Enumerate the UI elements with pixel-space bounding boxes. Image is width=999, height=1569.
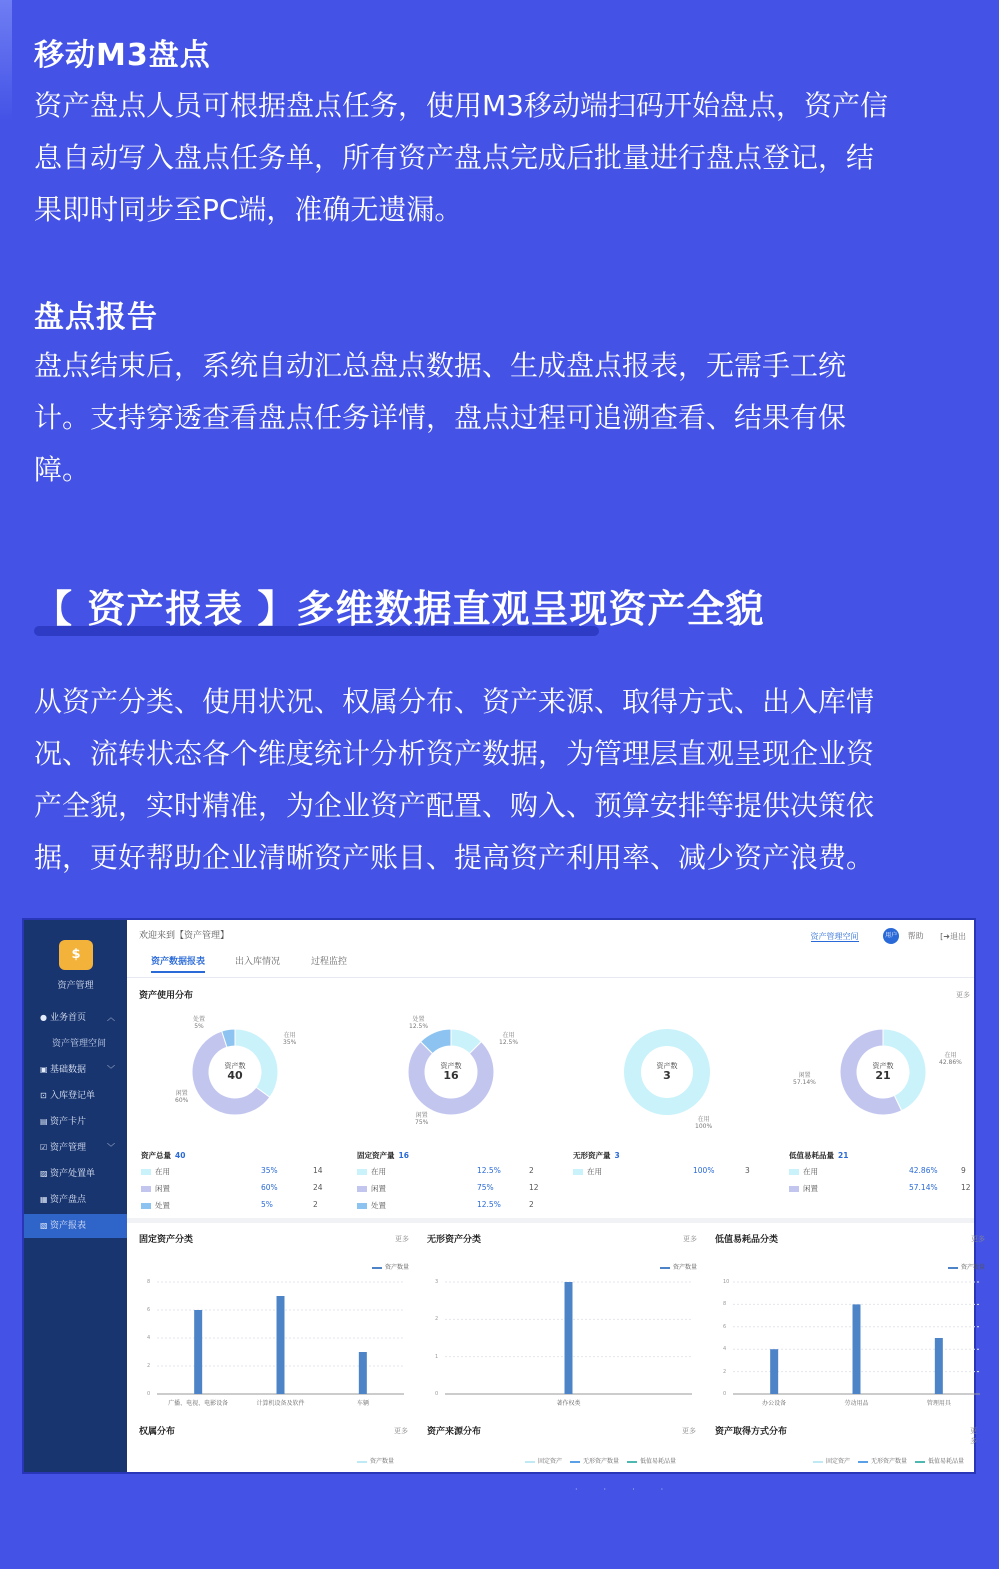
stat-row — [357, 1200, 567, 1217]
donut-slice-label: 在用 35% — [283, 1032, 297, 1046]
inventory-icon: ▦ — [40, 1195, 48, 1204]
bar — [935, 1338, 943, 1394]
donut-center-label: 资产数 — [224, 1062, 246, 1070]
legend-line-icon — [858, 1461, 868, 1463]
stat-header — [573, 1150, 783, 1161]
stat-count: 2 — [529, 1166, 534, 1175]
y-tick-label: 0 — [147, 1391, 151, 1397]
y-tick-label: 2 — [723, 1368, 727, 1375]
legend-label: 资产数量 — [960, 1264, 985, 1271]
donut-slice-label: 闲置 60% — [175, 1090, 189, 1104]
donut-slice-label: 处置 12.5% — [409, 1016, 429, 1030]
home-icon: ● — [40, 1013, 47, 1022]
decor-stripe — [0, 0, 12, 120]
sidebar — [24, 920, 127, 1472]
bar — [359, 1352, 367, 1394]
legend-label: 无形资产数量 — [583, 1458, 620, 1465]
bar — [770, 1349, 778, 1394]
report-heading — [34, 578, 764, 633]
check-icon: ☑ — [40, 1143, 48, 1152]
more-link[interactable]: 更多 — [394, 1427, 408, 1435]
legend-line-icon — [525, 1461, 535, 1463]
bar — [565, 1282, 573, 1394]
sidebar-item[interactable] — [24, 1162, 127, 1186]
sidebar-item-label: 资产盘点 — [50, 1195, 87, 1205]
stat-pct: 75% — [477, 1183, 494, 1192]
sidebar-item[interactable] — [24, 1084, 127, 1108]
more-link[interactable]: 更多 — [971, 1235, 985, 1243]
legend-label: 资产数量 — [370, 1458, 395, 1465]
bar-chart-panel — [715, 1226, 995, 1416]
sidebar-item[interactable] — [24, 1188, 127, 1212]
bottom-panel-legend — [349, 1456, 394, 1465]
legend-swatch — [789, 1186, 799, 1192]
donut-center-value: 16 — [443, 1069, 459, 1082]
chart-legend — [372, 1262, 409, 1271]
donut-chart — [793, 1010, 993, 1145]
database-icon: ▣ — [40, 1065, 48, 1074]
legend-label: 资产数量 — [672, 1264, 697, 1271]
x-category-label: 管理用具 — [926, 1400, 951, 1407]
card-icon: ▤ — [40, 1117, 48, 1126]
donut-chart — [577, 1010, 777, 1145]
donut-slice-label: 在用 12.5% — [499, 1032, 519, 1046]
section-body-mobile-inventory: 资产盘点人员可根据盘点任务，使用M3移动端扫码开始盘点，资产信 息自动写入盘点任务单，所有资产盘点完成后批量进行盘点登记，结 果即时同步至PC端，准确无遗漏。 — [34, 89, 888, 226]
y-tick-label: 4 — [147, 1335, 151, 1341]
stat-row — [573, 1166, 783, 1183]
bottom-panel-legend — [517, 1456, 676, 1465]
bar-chart-panel — [139, 1226, 419, 1416]
legend-swatch — [357, 1203, 367, 1209]
sidebar-item[interactable] — [24, 1058, 127, 1082]
report-body: 从资产分类、使用状况、权属分布、资产来源、取得方式、出入库情 况、流转状态各个维度统计分析资产数据，为管理层直观呈现企业资 产全貌，实时精准，为企业资产配置、购入、预算安排等提供决策依 据，更好帮助企业清晰资产账目、提高资产利用率、减少资产浪费。 — [34, 685, 875, 874]
bar — [277, 1296, 285, 1394]
stat-pct: 100% — [693, 1166, 715, 1175]
stat-row — [789, 1183, 999, 1200]
stat-label: 处置 — [371, 1201, 386, 1210]
usage-title: 资产使用分布 — [139, 991, 194, 1001]
x-category-label: 著作权类 — [556, 1400, 581, 1407]
stat-title: 低值易耗品量 — [789, 1151, 834, 1160]
tab-inout[interactable]: 出入库情况 — [235, 957, 281, 967]
bar-chart-title: 固定资产分类 — [139, 1235, 194, 1245]
chevron-icon: ﹀ — [107, 1143, 115, 1152]
y-tick-label: 0 — [435, 1391, 439, 1397]
donut-center-label: 资产数 — [872, 1062, 894, 1070]
dispose-icon: ▨ — [40, 1169, 48, 1178]
stat-header — [789, 1150, 999, 1161]
legend-swatch — [141, 1186, 151, 1192]
sidebar-item-label: 入库登记单 — [50, 1091, 96, 1101]
stat-count: 14 — [313, 1166, 323, 1175]
stat-column — [573, 1150, 783, 1183]
stat-total: 21 — [838, 1151, 849, 1160]
y-tick-label: 1 — [435, 1353, 439, 1360]
stat-count: 3 — [745, 1166, 750, 1175]
legend-label: 低值易耗品量 — [928, 1458, 965, 1465]
donut-center-label: 资产数 — [440, 1062, 462, 1070]
donut-chart — [145, 1010, 345, 1145]
usage-more-link[interactable]: 更多 — [956, 991, 970, 999]
stat-header — [357, 1150, 567, 1161]
section-title-mobile-inventory: 移动M3盘点 — [34, 38, 211, 73]
donut-slice-label: 闲置 75% — [415, 1112, 429, 1126]
sidebar-item-label: 资产处置单 — [50, 1169, 96, 1179]
stat-row — [357, 1183, 567, 1200]
stat-title: 无形资产量 — [573, 1151, 611, 1160]
stat-count: 12 — [529, 1183, 539, 1192]
y-tick-label: 4 — [723, 1346, 727, 1353]
stat-count: 2 — [529, 1200, 534, 1209]
legend-label: 无形资产数量 — [871, 1458, 908, 1465]
tab-divider — [127, 977, 974, 978]
stat-row — [789, 1166, 999, 1183]
y-tick-label: 10 — [723, 1279, 730, 1285]
help-link[interactable]: 帮助 — [907, 931, 924, 941]
bottom-panel-title: 权属分布 — [139, 1427, 176, 1437]
donut-center — [647, 1062, 687, 1080]
sidebar-item[interactable] — [24, 1214, 127, 1238]
legend-label: 低值易耗品量 — [640, 1458, 677, 1465]
legend-line-icon — [948, 1267, 958, 1269]
chevron-icon: ︿ — [107, 1013, 115, 1022]
legend-line-icon — [915, 1461, 925, 1463]
legend-swatch — [141, 1203, 151, 1209]
legend-line-icon — [570, 1461, 580, 1463]
stat-pct: 35% — [261, 1166, 278, 1175]
x-category-label: 计算机设备及软件 — [256, 1400, 305, 1407]
donut-slice-label: 在用 42.86% — [939, 1052, 962, 1066]
sidebar-item-label: 资产卡片 — [50, 1117, 87, 1127]
stat-title: 固定资产量 — [357, 1151, 395, 1160]
avatar[interactable]: 用户 — [883, 928, 899, 944]
section-divider — [127, 1218, 974, 1223]
bar-chart-title: 无形资产分类 — [427, 1235, 482, 1245]
stat-count: 2 — [313, 1200, 318, 1209]
sidebar-item[interactable] — [24, 1110, 127, 1134]
stat-total: 40 — [175, 1151, 186, 1160]
stat-row — [357, 1166, 567, 1183]
stat-pct: 12.5% — [477, 1166, 501, 1175]
exit-button[interactable]: [➜退出 — [940, 931, 966, 941]
legend-line-icon — [813, 1461, 823, 1463]
sidebar-item-label: 基础数据 — [50, 1065, 87, 1075]
donut-slice-label: 处置 5% — [193, 1016, 206, 1030]
stat-label: 在用 — [371, 1167, 386, 1176]
stat-pct: 57.14% — [909, 1183, 938, 1192]
stat-title: 资产总量 — [141, 1151, 171, 1160]
stat-count: 24 — [313, 1183, 323, 1192]
stat-label: 闲置 — [155, 1184, 170, 1193]
bar — [194, 1310, 202, 1394]
stat-pct: 12.5% — [477, 1200, 501, 1209]
x-category-label: 广播、电视、电影设备 — [168, 1400, 229, 1407]
donut-slice-label: 闲置 57.14% — [793, 1072, 816, 1086]
y-tick-label: 8 — [147, 1279, 151, 1285]
donut-slice-label: 在用 100% — [695, 1116, 713, 1130]
stat-header — [141, 1150, 351, 1161]
stat-row — [141, 1200, 351, 1217]
chart-legend — [948, 1262, 985, 1271]
stat-total: 3 — [614, 1151, 620, 1160]
chevron-icon: ﹀ — [107, 1065, 115, 1074]
sidebar-item-label: 业务首页 — [50, 1013, 87, 1023]
legend-line-icon — [627, 1461, 637, 1463]
legend-label: 资产数量 — [384, 1264, 409, 1271]
y-tick-label: 3 — [435, 1279, 439, 1285]
x-category-label: 车辆 — [356, 1400, 369, 1407]
bottom-panel-title: 资产取得方式分布 — [715, 1427, 788, 1437]
top-right-bar — [811, 928, 966, 944]
stat-row — [141, 1166, 351, 1183]
y-tick-label: 2 — [435, 1316, 439, 1323]
x-category-label: 办公设备 — [762, 1400, 787, 1407]
inbound-icon: ⊡ — [40, 1091, 47, 1100]
stat-pct: 60% — [261, 1183, 278, 1192]
more-link[interactable]: 更多 — [395, 1235, 409, 1243]
tab-process-monitor[interactable]: 过程监控 — [311, 957, 348, 967]
breadcrumb: 欢迎来到【资产管理】 — [139, 931, 230, 941]
stat-label: 在用 — [587, 1167, 602, 1176]
app-logo-icon: $ — [59, 940, 93, 970]
donut-center-value: 21 — [875, 1069, 891, 1082]
sidebar-item[interactable] — [24, 1136, 127, 1160]
report-icon: ▧ — [40, 1221, 48, 1230]
sidebar-item-label: 资产报表 — [50, 1221, 87, 1231]
space-link[interactable]: 资产管理空间 — [810, 931, 859, 941]
donut-center-value: 3 — [663, 1069, 671, 1082]
bar-chart-title: 低值易耗品分类 — [715, 1235, 779, 1245]
donut-center — [215, 1062, 255, 1080]
section-body-inventory-report: 盘点结束后，系统自动汇总盘点数据、生成盘点报表，无需手工统 计。支持穿透查看盘点任务详情，盘点过程可追溯查看、结果有保 障。 — [34, 349, 847, 486]
stat-label: 闲置 — [803, 1184, 818, 1193]
section-title-inventory-report: 盘点报告 — [34, 300, 158, 335]
bar — [853, 1304, 861, 1394]
bottom-panel-legend — [805, 1456, 964, 1465]
y-tick-label: 8 — [723, 1301, 727, 1308]
donut-center-label: 资产数 — [656, 1062, 678, 1070]
app-screenshot — [22, 918, 985, 1474]
app-logo-label: 资产管理 — [57, 981, 94, 991]
donut-center-value: 40 — [227, 1069, 243, 1082]
pager-dots: ···· — [575, 1485, 690, 1494]
stat-column — [789, 1150, 999, 1200]
stat-label: 在用 — [803, 1167, 818, 1176]
x-category-label: 劳动用品 — [844, 1400, 869, 1407]
legend-label: 固定资产 — [538, 1458, 563, 1465]
legend-swatch — [789, 1169, 799, 1175]
main-area — [127, 920, 985, 1472]
legend-swatch — [357, 1186, 367, 1192]
more-link[interactable]: 更多 — [682, 1427, 696, 1435]
sidebar-item-label: 资产管理 — [50, 1143, 87, 1153]
y-tick-label: 6 — [147, 1307, 151, 1313]
stat-label: 在用 — [155, 1167, 170, 1176]
stat-row — [141, 1183, 351, 1200]
stat-pct: 5% — [261, 1200, 273, 1209]
donut-center — [863, 1062, 903, 1080]
legend-label: 固定资产 — [826, 1458, 851, 1465]
stat-total: 16 — [398, 1151, 409, 1160]
legend-swatch — [357, 1169, 367, 1175]
stat-label: 处置 — [155, 1201, 170, 1210]
y-tick-label: 0 — [723, 1391, 727, 1397]
legend-line-icon — [357, 1461, 367, 1463]
tab-asset-data-report[interactable]: 资产数据报表 — [151, 954, 205, 973]
stat-count: 9 — [961, 1166, 966, 1175]
legend-line-icon — [372, 1267, 382, 1269]
bar-chart-panel — [427, 1226, 707, 1416]
stat-column — [357, 1150, 567, 1217]
sidebar-item[interactable] — [24, 1032, 127, 1056]
donut-center — [431, 1062, 471, 1080]
y-tick-label: 2 — [147, 1363, 151, 1369]
bottom-panel-title: 资产来源分布 — [427, 1427, 482, 1437]
donut-chart — [361, 1010, 561, 1145]
more-link[interactable]: 更多 — [970, 1427, 977, 1445]
stat-column — [141, 1150, 351, 1217]
report-heading-text: 【 资产报表 】多维数据直观呈现资产全貌 — [34, 587, 765, 631]
sidebar-item-label: 资产管理空间 — [52, 1039, 107, 1049]
sidebar-item[interactable] — [24, 1006, 127, 1030]
stat-label: 闲置 — [371, 1184, 386, 1193]
y-tick-label: 6 — [723, 1323, 727, 1330]
legend-line-icon — [660, 1267, 670, 1269]
chart-legend — [660, 1262, 697, 1271]
legend-swatch — [141, 1169, 151, 1175]
more-link[interactable]: 更多 — [683, 1235, 697, 1243]
legend-swatch — [573, 1169, 583, 1175]
stat-count: 12 — [961, 1183, 971, 1192]
stat-pct: 42.86% — [909, 1166, 938, 1175]
